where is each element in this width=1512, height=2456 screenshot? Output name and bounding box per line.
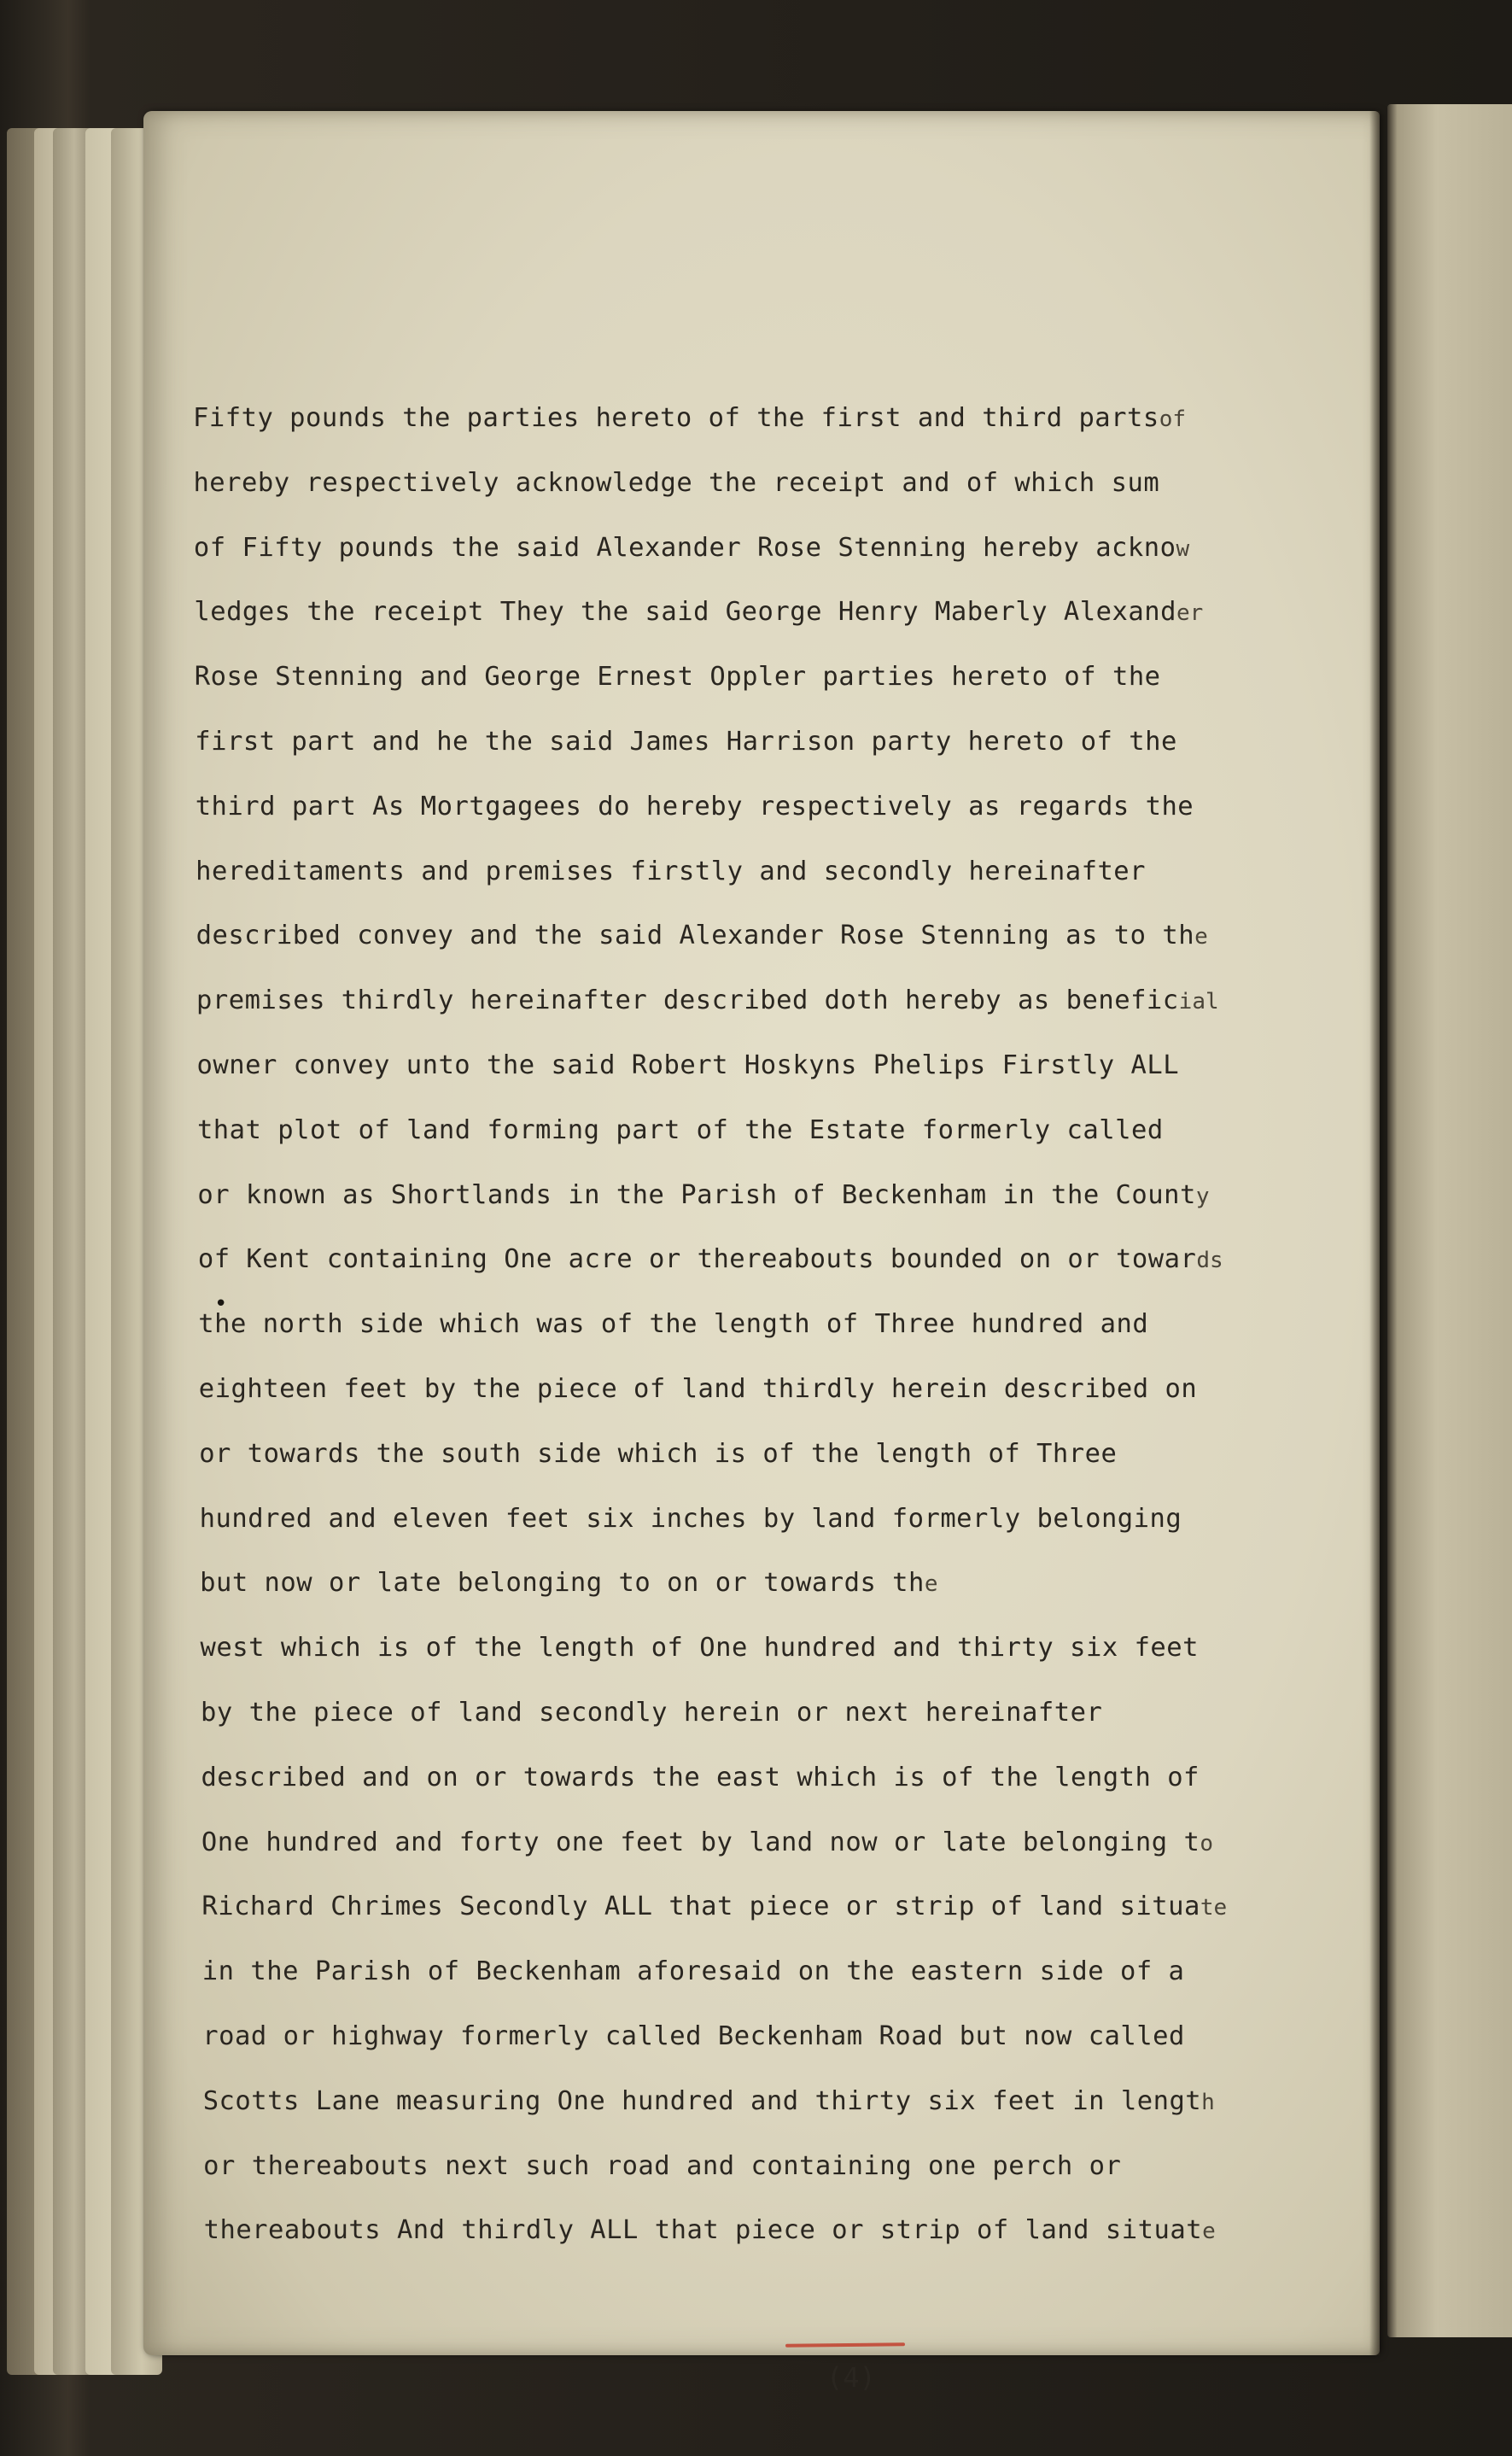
- page-gutter-shadow: [1369, 111, 1380, 2355]
- line-overflow-text: e: [1202, 2219, 1216, 2245]
- line-text: Rose Stenning and George Ernest Oppler parties hereto of the: [194, 662, 1161, 693]
- text-line: [196, 985, 1219, 1016]
- margin-mark: •: [214, 1291, 228, 1317]
- line-text: ledges the receipt They the said George Henry Maberly Alexand: [194, 597, 1176, 628]
- text-line: [201, 1635, 1199, 1662]
- text-line: [197, 1179, 1210, 1210]
- text-line: [195, 729, 1177, 756]
- line-text: One hundred and forty one feet by land now or late belonging t: [201, 1827, 1200, 1857]
- line-overflow-text: e: [924, 1571, 938, 1598]
- text-line: [196, 1050, 1180, 1080]
- line-overflow-text: y: [1195, 1183, 1210, 1209]
- line-overflow-text: te: [1200, 1895, 1228, 1921]
- text-line: [198, 1309, 1149, 1340]
- line-text: of Fifty pounds the said Alexander Rose Stenning hereby ackno: [193, 532, 1176, 563]
- text-line: [201, 1894, 1227, 1921]
- text-line: [195, 664, 1161, 691]
- line-text: third part As Mortgagees do hereby respectively as regards the: [195, 791, 1194, 822]
- text-line: [196, 856, 1147, 886]
- line-text: of Kent containing One acre or thereabouts bounded on or towar: [197, 1244, 1197, 1275]
- text-line: [199, 1438, 1118, 1469]
- line-text: premises thirdly hereinafter described doth hereby as benefic: [196, 985, 1179, 1016]
- line-text: that plot of land forming part of the Estate formerly called: [196, 1114, 1164, 1145]
- text-line: [194, 599, 1203, 626]
- line-text: or thereabouts next such road and containing one perch or: [203, 2150, 1122, 2181]
- text-line: [202, 2021, 1185, 2051]
- line-overflow-text: of: [1159, 406, 1187, 432]
- line-text: west which is of the length of One hundred and thirty six feet: [200, 1633, 1200, 1664]
- document-page: [143, 111, 1380, 2394]
- text-line: [198, 1374, 1198, 1404]
- text-line: [202, 2085, 1215, 2116]
- text-line: [200, 1570, 937, 1597]
- line-text: hereditaments and premises firstly and secondly hereinafter: [196, 856, 1147, 886]
- line-overflow-text: ds: [1196, 1248, 1223, 1274]
- line-text: first part and he the said James Harrison party hereto of the: [195, 727, 1177, 757]
- text-line: [193, 467, 1160, 498]
- text-line: [195, 791, 1194, 822]
- line-overflow-text: e: [1194, 924, 1208, 950]
- text-line: [201, 1956, 1185, 1987]
- line-overflow-text: ial: [1178, 989, 1219, 1015]
- line-text: owner convey unto the said Robert Hoskyns Phelips Firstly ALL: [196, 1050, 1180, 1080]
- line-text: hereby respectively acknowledge the receipt and of which sum: [193, 467, 1160, 498]
- text-line: [193, 532, 1190, 563]
- line-text: by the piece of land secondly herein or next hereinafter: [201, 1698, 1103, 1728]
- line-text: but now or late belonging to on or towards th: [200, 1568, 925, 1599]
- text-line: [196, 1114, 1164, 1145]
- line-text: Scotts Lane measuring One hundred and thirty six feet in lengt: [202, 2085, 1202, 2116]
- text-line: [201, 1762, 1200, 1792]
- line-text: or towards the south side which is of the length of Three: [199, 1438, 1118, 1469]
- line-text: Richard Chrimes Secondly ALL that piece or strip of land situa: [201, 1892, 1200, 1922]
- line-overflow-text: w: [1176, 535, 1190, 562]
- page-number: (4): [826, 2361, 876, 2394]
- text-line: [201, 1700, 1102, 1727]
- text-line: [199, 1503, 1182, 1534]
- line-text: hundred and eleven feet six inches by land formerly belonging: [199, 1503, 1182, 1534]
- line-text: or known as Shortlands in the Parish of Beckenham in the Count: [197, 1179, 1196, 1210]
- text-line: [201, 1827, 1214, 1857]
- text-line: [203, 2150, 1122, 2181]
- adjacent-page-edge: [1387, 104, 1512, 2337]
- line-overflow-text: h: [1201, 2089, 1215, 2115]
- text-line: [196, 923, 1208, 950]
- line-overflow-text: er: [1176, 600, 1204, 627]
- line-text: described and on or towards the east which is of the length of: [201, 1762, 1200, 1792]
- line-text: in the Parish of Beckenham aforesaid on the eastern side of a: [201, 1956, 1185, 1987]
- text-line: [193, 403, 1187, 433]
- text-line: [203, 2215, 1216, 2246]
- line-text: Fifty pounds the parties hereto of the first and third parts: [193, 403, 1159, 433]
- line-text: eighteen feet by the piece of land thirdly herein described on: [198, 1374, 1198, 1404]
- line-overflow-text: o: [1200, 1830, 1214, 1857]
- line-text: described convey and the said Alexander Rose Stenning as to th: [196, 921, 1195, 951]
- text-line: [197, 1244, 1223, 1275]
- red-pencil-underline: [785, 2342, 905, 2347]
- line-text: the north side which was of the length of Three hundred and: [198, 1309, 1149, 1340]
- line-text: road or highway formerly called Beckenham Road but now called: [202, 2021, 1185, 2051]
- line-text: thereabouts And thirdly ALL that piece or strip of land situat: [203, 2215, 1203, 2246]
